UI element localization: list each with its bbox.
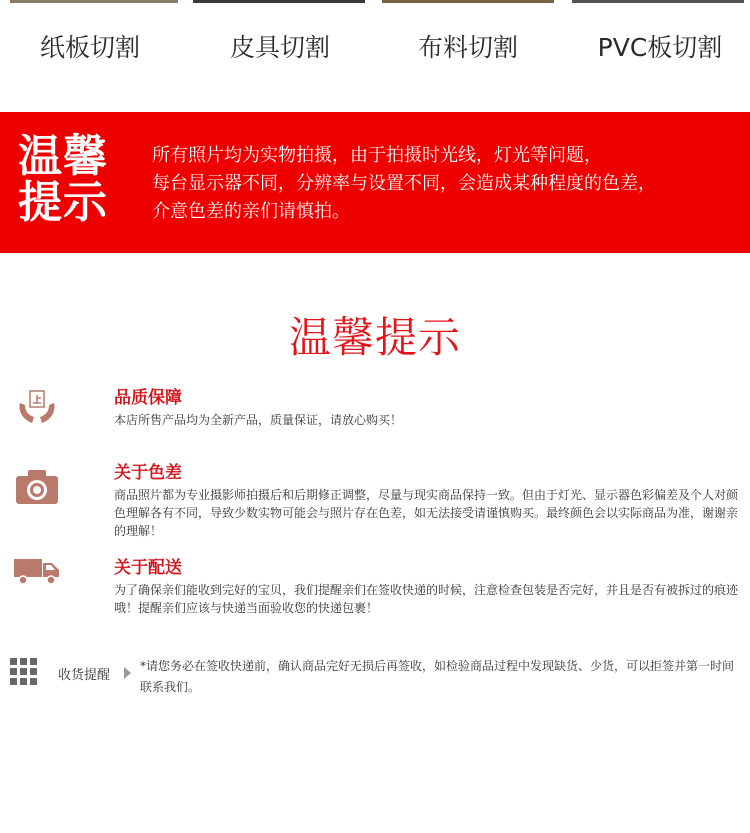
banner-line: 每台显示器不同，分辨率与设置不同，会造成某种程度的色差， [152, 173, 656, 194]
item-heading: 关于配送 [114, 558, 182, 578]
item-body: 本店所售产品均为全新产品，质量保证，请放心购买！ [114, 413, 403, 427]
hands-quality-icon [14, 385, 60, 427]
grid-icon [10, 658, 38, 686]
truck-icon [14, 553, 60, 595]
camera-icon [14, 466, 60, 508]
banner-line: 所有照片均为实物拍摄，由于拍摄时光线，灯光等问题， [152, 145, 602, 166]
category-pvc[interactable]: PVC板切割 [597, 33, 723, 62]
chevron-right-icon [124, 667, 131, 679]
section-title: 温馨提示 [288, 313, 461, 362]
item-heading: 品质保障 [114, 388, 182, 408]
item-body: 商品照片都为专业摄影师拍摄后和后期修正调整，尽量与现实商品保持一致。但由于灯光、显示器色彩偏差及个人对颜色理解各有不同，导致少数实物可能会与照片存在色差，如无法接受请谨慎购买。最终颜色会以实际商品为准，谢谢亲的理解！ [114, 488, 739, 538]
category-leather[interactable]: 皮具切割 [229, 33, 330, 62]
banner-text [152, 142, 742, 226]
category-row [0, 0, 750, 90]
banner-title: 温馨提示 [18, 131, 108, 228]
receipt-text: *请您务必在签收快递前，确认商品完好无损后再签收，如检验商品过程中发现缺货、少货，可以拒签并第一时间联系我们。 [140, 659, 735, 694]
item-body: 为了确保亲们能收到完好的宝贝，我们提醒亲们在签收快递的时候，注意检查包装是否完好，并且是否有被拆过的痕迹哦！提醒亲们应该与快递当面验收您的快递包裹！ [114, 583, 739, 615]
category-cardboard[interactable]: 纸板切割 [39, 33, 140, 62]
item-heading: 关于色差 [114, 463, 182, 483]
receipt-label: 收货提醒 [58, 668, 111, 683]
receipt-reminder [0, 656, 750, 706]
banner-line: 介意色差的亲们请慎拍。 [152, 201, 350, 222]
notice-banner [0, 112, 750, 253]
category-fabric[interactable]: 布料切割 [417, 33, 518, 62]
